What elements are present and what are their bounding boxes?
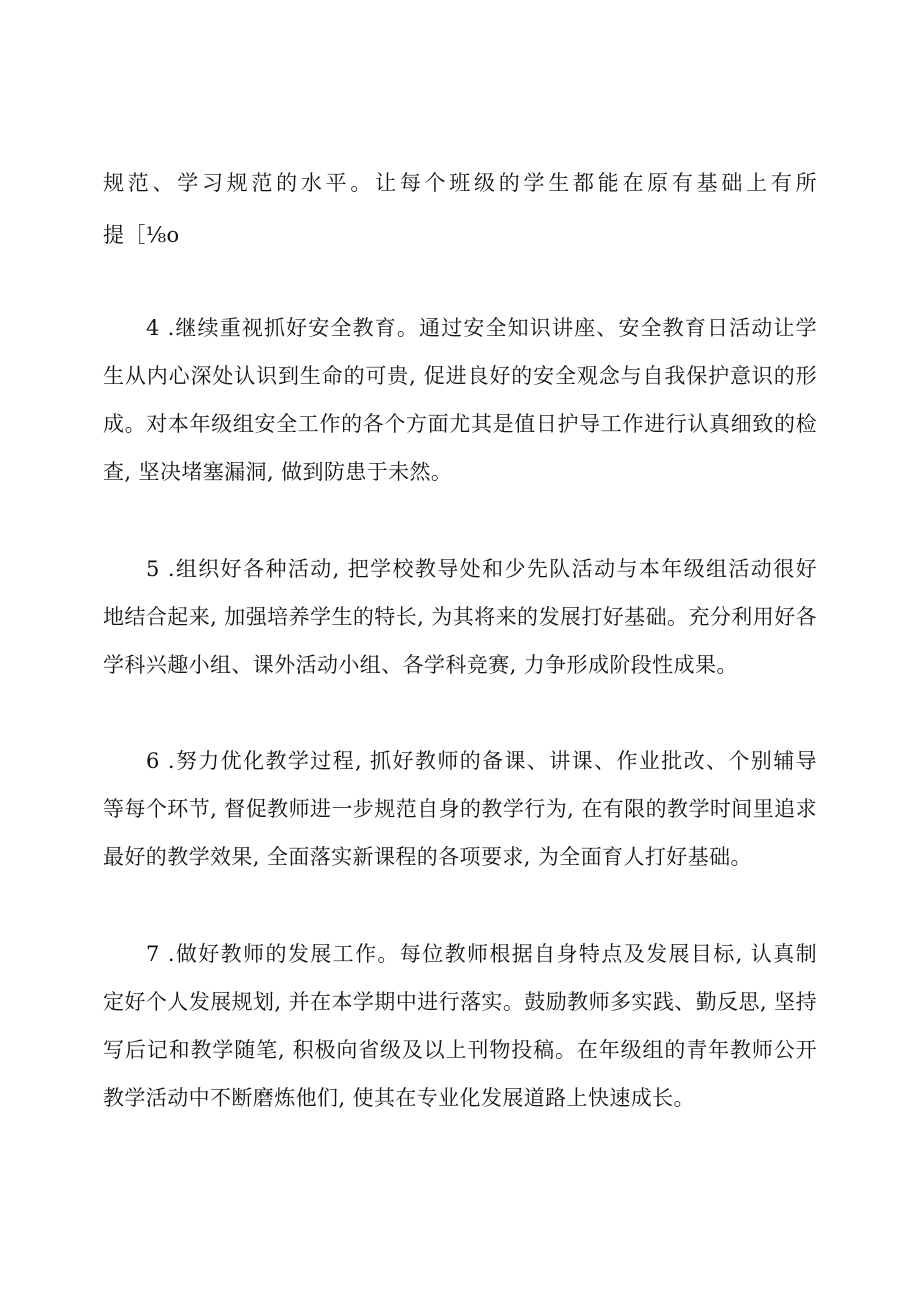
- item-4-line-1: 4 .继续重视抓好安全教育。通过安全知识讲座、安全教育日活动让学: [146, 316, 817, 340]
- item-4-line-3: 成。对本年级组安全工作的各个方面尤其是值日护导工作进行认真细致的检: [103, 412, 817, 436]
- item-7-line-4: 教学活动中不断磨炼他们, 使其在专业化发展道路上快速成长。: [103, 1086, 695, 1110]
- intro-line-2: 提［⅛o: [103, 223, 180, 247]
- item-5-line-3: 学科兴趣小组、课外活动小组、各学科竞赛, 力争形成阶段性成果。: [103, 653, 738, 677]
- item-7-line-1: 7 .做好教师的发展工作。每位教师根据自身特点及发展目标, 认真制: [146, 942, 817, 966]
- item-5-line-1: 5 .组织好各种活动, 把学校教导处和少先队活动与本年级组活动很好: [146, 557, 817, 581]
- item-5-line-2: 地结合起来, 加强培养学生的特长, 为其将来的发展打好基础。充分利用好各: [103, 605, 817, 629]
- item-6-line-2: 等每个环节, 督促教师进一步规范自身的教学行为, 在有限的教学时间里追求: [103, 797, 817, 821]
- intro-line-1: 规范、学习规范的水平。让每个班级的学生都能在原有基础上有所: [103, 171, 817, 195]
- item-7-line-3: 写后记和教学随笔, 积极向省级及以上刊物投稿。在年级组的青年教师公开: [103, 1038, 817, 1062]
- item-6-line-3: 最好的教学效果, 全面落实新课程的各项要求, 为全面育人打好基础。: [103, 845, 752, 869]
- item-4-line-4: 查, 坚决堵塞漏洞, 做到防患于未然。: [103, 460, 453, 484]
- item-4-line-2: 生从内心深处认识到生命的可贵, 促进良好的安全观念与自我保护意识的形: [103, 364, 817, 388]
- item-7-line-2: 定好个人发展规划, 并在本学期中进行落实。鼓励教师多实践、勤反思, 坚持: [103, 990, 817, 1014]
- item-6-line-1: 6 .努力优化教学过程, 抓好教师的备课、讲课、作业批改、个别辅导: [146, 749, 817, 773]
